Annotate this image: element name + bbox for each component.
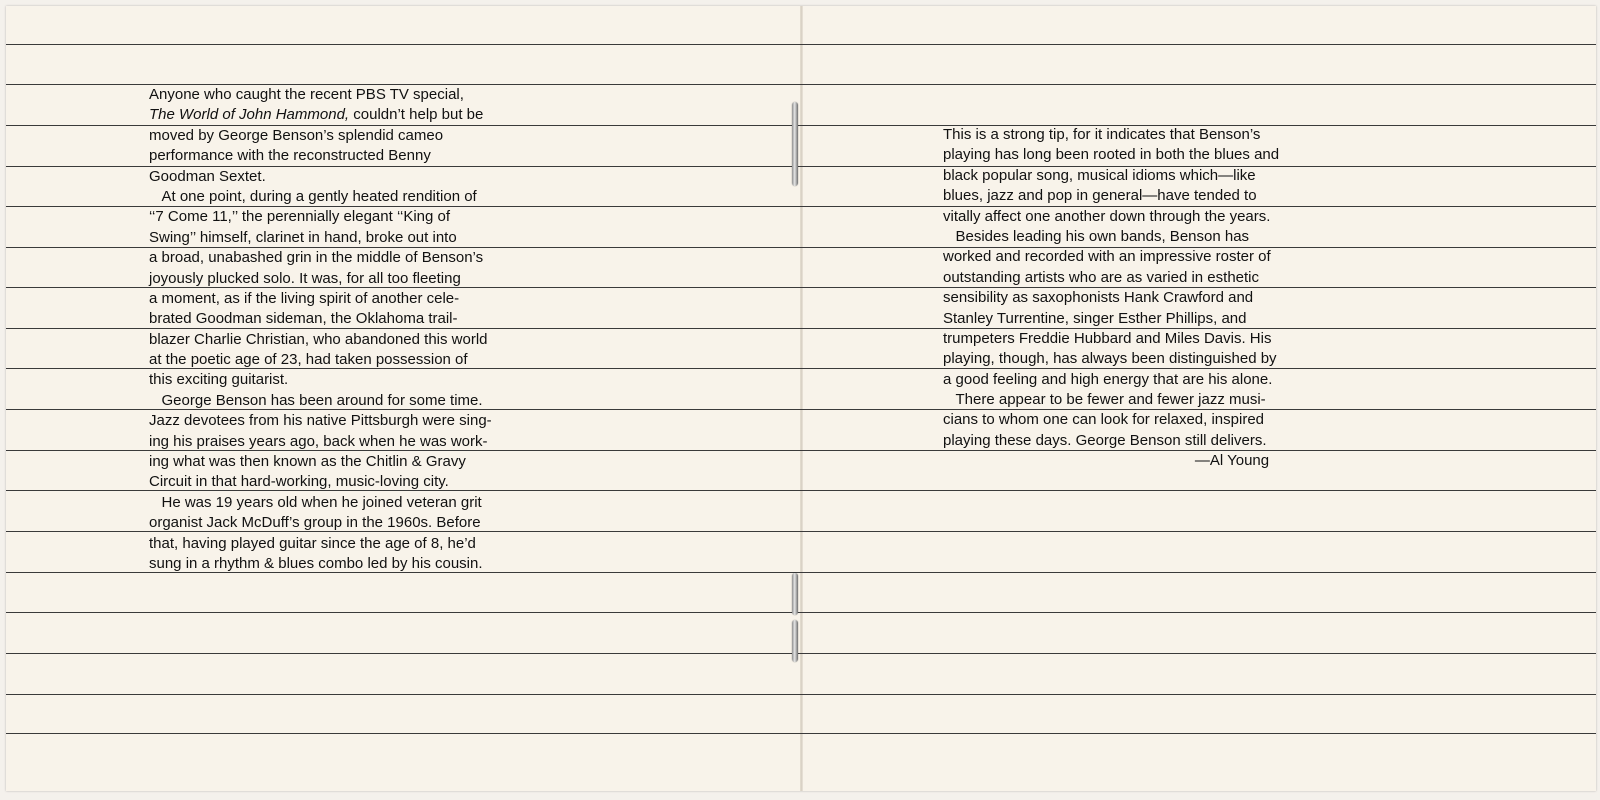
text-line: playing, though, has always been distinguished by (943, 350, 1277, 368)
text-line: cians to whom one can look for relaxed, inspired (943, 411, 1265, 429)
text-line: vitally affect one another down through the years. (943, 207, 1271, 225)
text-line: George Benson has been around for some time. (149, 391, 483, 409)
text-line: worked and recorded with an impressive roster of (943, 248, 1271, 266)
text-line: joyously plucked solo. It was, for all too fleeting (149, 269, 461, 287)
ruled-line (6, 612, 1596, 613)
booklet-spine (800, 6, 803, 791)
text-line: a moment, as if the living spirit of another cele- (149, 289, 460, 307)
text-line: this exciting guitarist. (149, 371, 289, 389)
text-line: The World of John Hammond, couldn’t help but be (149, 106, 484, 124)
ruled-line (6, 694, 1596, 695)
middle-staple (792, 573, 798, 615)
text-line: Stanley Turrentine, singer Esther Phillips, and (943, 309, 1247, 327)
text-line: a broad, unabashed grin in the middle of Benson’s (149, 249, 484, 267)
text-line: a good feeling and high energy that are his alone. (943, 370, 1273, 388)
text-line: that, having played guitar since the age of 8, he’d (149, 534, 476, 552)
text-line: Besides leading his own bands, Benson has (943, 227, 1250, 245)
text-line: sung in a rhythm & blues combo led by his cousin. (149, 554, 483, 572)
text-line: This is a strong tip, for it indicates that Benson’s (943, 126, 1261, 143)
text-line: At one point, during a gently heated rendition of (149, 187, 477, 205)
ruled-line (6, 653, 1596, 654)
text-line: sensibility as saxophonists Hank Crawford and (943, 289, 1254, 307)
text-line: playing has long been rooted in both the blues and (943, 146, 1280, 164)
text-line: black popular song, musical idioms which—like (943, 166, 1256, 184)
text-line: He was 19 years old when he joined veteran grit (149, 493, 482, 511)
right-page-text (943, 125, 1279, 472)
author-signature: —Al Young (1194, 452, 1270, 470)
text-line: ‘‘7 Come 11,’’ the perennially elegant ‘‘King of (149, 208, 451, 226)
text-line: ing what was then known as the Chitlin & Gravy (149, 453, 466, 471)
text-line: Circuit in that hard-working, music-loving city. (149, 473, 449, 491)
ruled-line (6, 44, 1596, 45)
bottom-staple (792, 620, 798, 662)
text-line: playing these days. George Benson still delivers. (943, 431, 1267, 449)
text-line: at the poetic age of 23, had taken possession of (149, 351, 468, 369)
text-line: Goodman Sextet. (149, 167, 266, 185)
text-line: There appear to be fewer and fewer jazz musi- (943, 391, 1266, 409)
ruled-line (6, 733, 1596, 734)
text-line: performance with the reconstructed Benny (149, 147, 431, 165)
text-line: blazer Charlie Christian, who abandoned this world (149, 330, 488, 348)
top-staple (792, 102, 798, 186)
text-line: Anyone who caught the recent PBS TV special, (149, 86, 464, 103)
text-line: blues, jazz and pop in general—have tended to (943, 187, 1257, 205)
text-line: Jazz devotees from his native Pittsburgh were sing- (149, 412, 492, 430)
left-page-text (149, 85, 492, 574)
text-line: moved by George Benson’s splendid cameo (149, 126, 444, 144)
text-line: brated Goodman sideman, the Oklahoma trail- (149, 310, 458, 328)
text-line: outstanding artists who are as varied in esthetic (943, 268, 1260, 286)
show-title: The World of John Hammond, (149, 106, 350, 124)
text-line: Swing’’ himself, clarinet in hand, broke out into (149, 228, 457, 246)
text-line: organist Jack McDuff’s group in the 1960s. Before (149, 514, 481, 532)
text-line: ing his praises years ago, back when he was work- (149, 432, 488, 450)
text-line: trumpeters Freddie Hubbard and Miles Davis. His (943, 329, 1272, 347)
